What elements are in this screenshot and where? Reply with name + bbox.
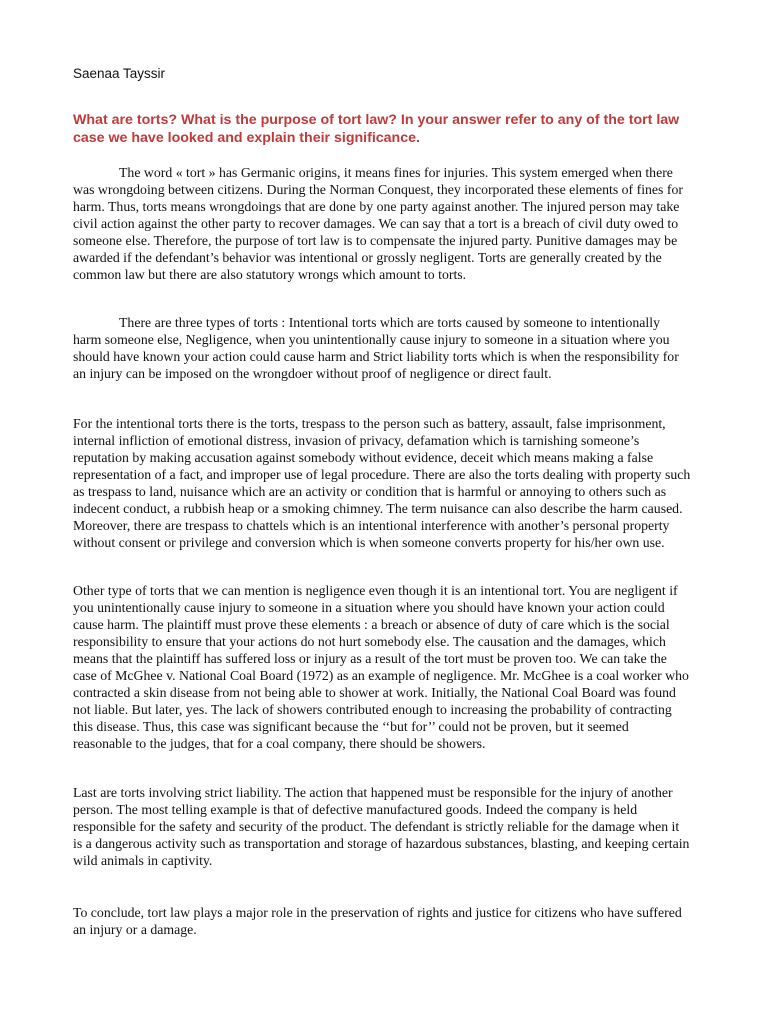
paragraph-intentional-torts: For the intentional torts there is the torts, trespass to the person such as battery, assault, false imprisonment, internal infliction of emotional distress, invasion of privacy, defamation which is tarnishing someone’s reputation by making accusation against somebody without evidence, deceit which means making a false representation of a fact, and improper use of legal procedure. There are also the torts dealing with property such as trespass to land, nuisance which are an activity or condition that is harmful or annoying to others such as indecent conduct, a rubbish heap or a smoking chimney. The term nuisance can also describe the harm caused. Moreover, there are trespass to chattels which is an intentional interference with another’s personal property without consent or privilege and conversion which is when someone converts property for his/her own use. (73, 416, 691, 550)
paragraph-conclusion: To conclude, tort law plays a major role in the preservation of rights and justice for citizens who have suffered an injury or a damage. (73, 905, 682, 937)
paragraph-types-of-torts: There are three types of torts : Intentional torts which are torts caused by someone to intentionally harm someone else, Negligence, when you unintentionally cause injury to someone in a situation where you should have known your action could cause harm and Strict liability torts which is when the responsibility for an injury can be imposed on the wrongdoer without proof of negligence or direct fault. (73, 315, 679, 381)
paragraph-negligence: Other type of torts that we can mention is negligence even though it is an intentional tort. You are negligent if you unintentionally cause injury to someone in a situation where you should have known your action could cause harm. The plaintiff must prove these elements : a breach or absence of duty of care which is the social responsibility to ensure that your actions do not hurt somebody else. The causation and the damages, which means that the plaintiff has suffered loss or injury as a result of the tort must be proven too. We can take the case of McGhee v. National Coal Board (1972) as an example of negligence. Mr. McGhee is a coal worker who contracted a skin disease from not being able to shower at work. Initially, the National Coal Board was found not liable. But later, yes. The lack of showers contributed enough to increasing the probability of contracting this disease. Thus, this case was significant because the ‘‘but for’’ could not be proven, but it seemed reasonable to the judges, that for a coal company, there should be showers. (73, 583, 689, 751)
paragraph-introduction: The word « tort » has Germanic origins, it means fines for injuries. This system emerged when there was wrongdoing between citizens. During the Norman Conquest, they incorporated these elements of fines for harm. Thus, torts means wrongdoings that are done by one party against another. The injured person may take civil action against the other party to recover damages. We can say that a tort is a breach of civil duty owed to someone else. Therefore, the purpose of tort law is to compensate the injured party. Punitive damages may be awarded if the defendant’s behavior was intentional or grossly negligent. Torts are generally created by the common law but there are also statutory wrongs which amount to torts. (73, 165, 683, 282)
author-name: Saenaa Tayssir (73, 66, 166, 81)
paragraph-strict-liability: Last are torts involving strict liability. The action that happened must be responsible for the injury of another person. The most telling example is that of defective manufactured goods. Indeed the company is held responsible for the safety and security of the product. The defendant is strictly reliable for the damage when it is a dangerous activity such as transportation and storage of hazardous substances, blasting, and keeping certain wild animals in captivity. (73, 785, 690, 868)
essay-question: What are torts? What is the purpose of tort law? In your answer refer to any of the tort law case we have looked and explain their significance. (73, 112, 680, 146)
